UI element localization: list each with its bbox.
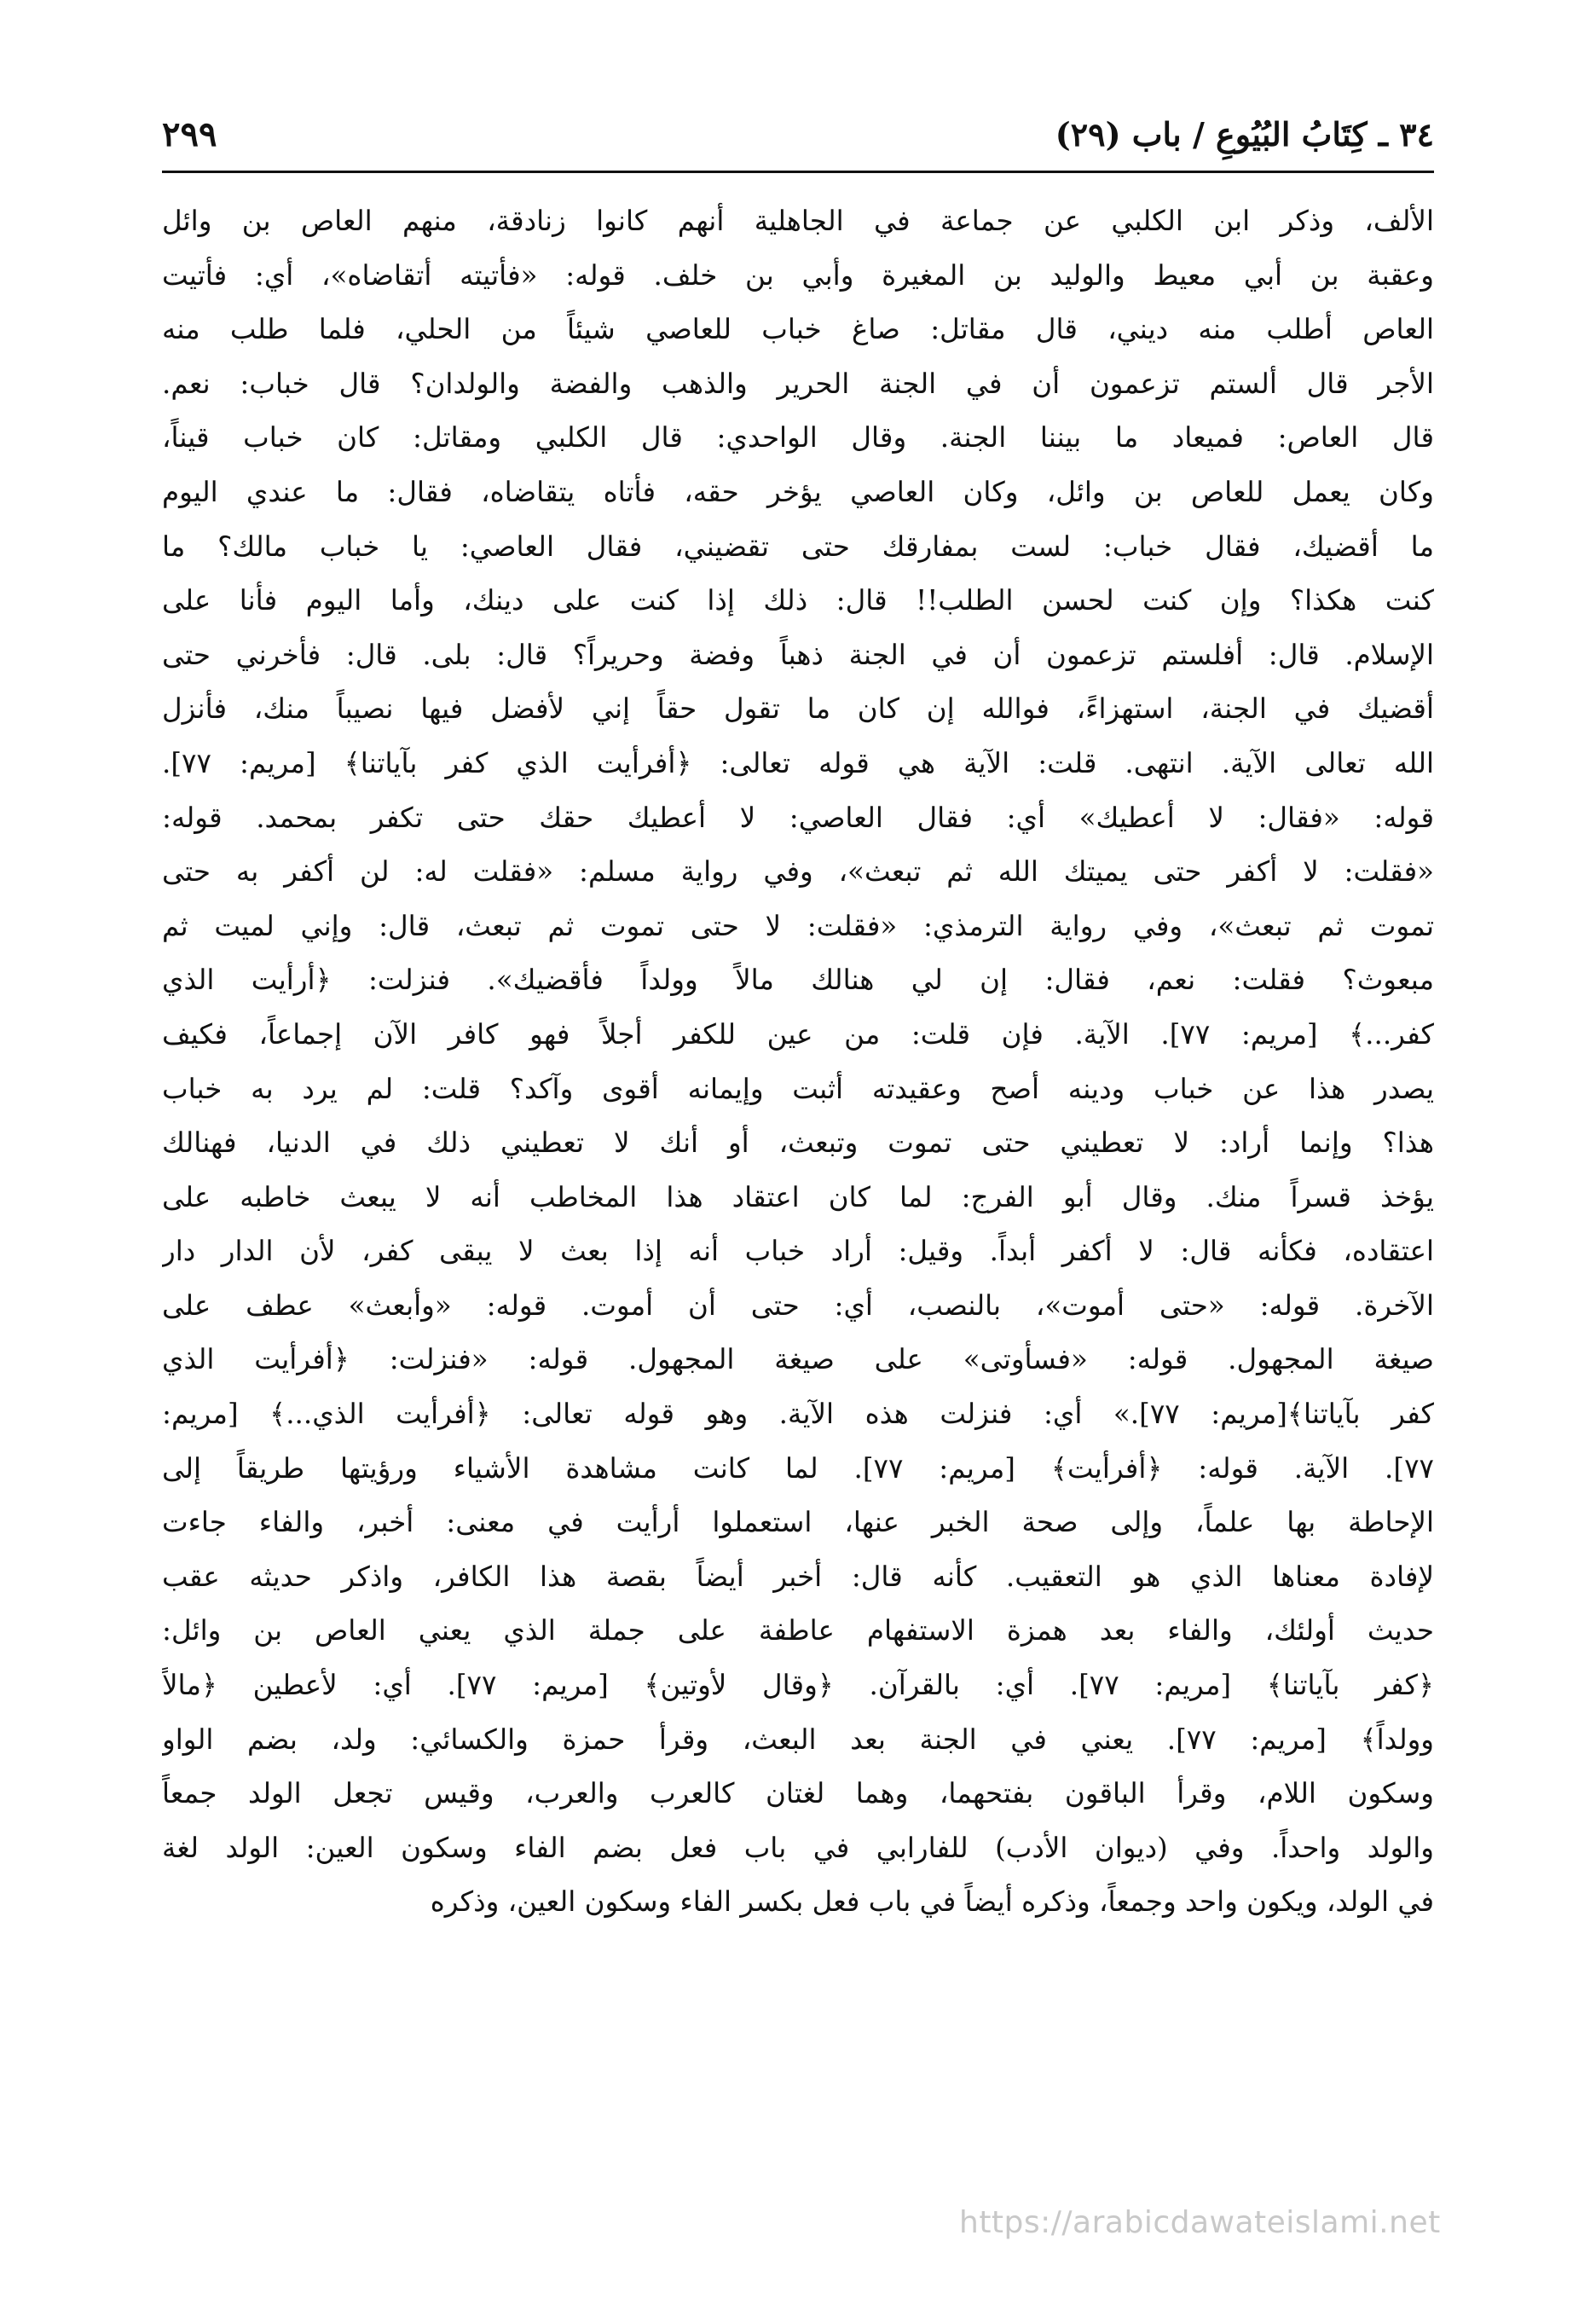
text-line: أقضيك في الجنة، استهزاءً، فوالله إن كان ما تقول حقاً إني لأفضل فيها نصيباً منك، فأنزل — [162, 692, 1434, 726]
text-line: والولد واحداً. وفي (ديوان الأدب) للفارابي في باب فعل بضم الفاء وسكون العين: الولد لغة — [162, 1831, 1434, 1864]
text-line: ما أقضيك، فقال خباب: لست بمفارقك حتى تقضيني، فقال العاصي: يا خباب مالك؟ ما — [162, 530, 1434, 563]
text-line: وكان يعمل للعاص بن وائل، وكان العاصي يؤخر حقه، فأتاه يتقاضاه، فقال: ما عندي اليوم — [162, 475, 1434, 508]
text-line: حديث أولئك، والفاء بعد همزة الاستفهام عاطفة على جملة الذي يعني العاص بن وائل: — [162, 1614, 1434, 1647]
text-line: ٧٧]. الآية. قوله: ﴿أفرأيت﴾ [مريم: ٧٧]. لما كانت مشاهدة الأشياء ورؤيتها طريقاً إلى — [162, 1451, 1434, 1485]
header-rule — [162, 171, 1434, 173]
text-line: تموت ثم تبعث»، وفي رواية الترمذي: «فقلت: لا حتى تموت ثم تبعث، قال: وإني لميت ثم — [162, 909, 1434, 942]
text-line: الآخرة. قوله: «حتى أموت»، بالنصب، أي: حتى أن أموت. قوله: «وأبعث» عطف على — [162, 1288, 1434, 1322]
text-line: يصدر هذا عن خباب ودينه أصح وعقيدته أثبت وإيمانه أقوى وآكد؟ قلت: لم يرد به خباب — [162, 1072, 1434, 1105]
text-line: ﴿كفر بآياتنا﴾ [مريم: ٧٧]. أي: بالقرآن. ﴿وقال لأوتين﴾ [مريم: ٧٧]. أي: لأعطين ﴿مالاً — [162, 1669, 1434, 1702]
text-line: الله تعالى الآية. انتهى. قلت: الآية هي قوله تعالى: ﴿أفرأيت الذي كفر بآياتنا﴾ [مريم: ٧٧]. — [162, 746, 1434, 779]
page-number: ٢٩٩ — [162, 114, 217, 154]
text-line: يؤخذ قسراً منك. وقال أبو الفرج: لما كان اعتقاد هذا المخاطب أنه لا يبعث خاطبه على — [162, 1180, 1434, 1213]
text-line: لإفادة معناها الذي هو التعقيب. كأنه قال: أخبر أيضاً بقصة هذا الكافر، واذكر حديثه عقب — [162, 1560, 1434, 1593]
text-line: الإحاطة بها علماً، وإلى صحة الخبر عنها، استعملوا أرأيت في معنى: أخبر، والفاء جاءت — [162, 1506, 1434, 1539]
running-title: ٣٤ ـ كِتَابُ البُيُوعِ / باب (٢٩) — [1055, 115, 1434, 153]
text-line: كنت هكذا؟ وإن كنت لحسن الطلب!! قال: ذلك إذا كنت على دينك، وأما اليوم فأنا على — [162, 584, 1434, 617]
text-line: هذا؟ وإنما أراد: لا تعطيني حتى تموت وتبعث، أو أنك لا تعطيني ذلك في الدنيا، فهنالك — [162, 1126, 1434, 1160]
text-line: صيغة المجهول. قوله: «فسأوتى» على صيغة المجهول. قوله: «فنزلت: ﴿أفرأيت الذي — [162, 1343, 1434, 1376]
text-line: وولداً﴾ [مريم: ٧٧]. يعني في الجنة بعد البعث، وقرأ حمزة والكسائي: ولد، بضم الواو — [162, 1723, 1434, 1756]
text-line: الإسلام. قال: أفلستم تزعمون أن في الجنة ذهباً وفضة وحريراً؟ قال: بلى. قال: فأخرني حتى — [162, 638, 1434, 671]
text-line: قوله: «فقال: لا أعطيك» أي: فقال العاصي: لا أعطيك حقك حتى تكفر بمحمد. قوله: — [162, 801, 1434, 834]
text-line: وعقبة بن أبي معيط والوليد بن المغيرة وأبي بن خلف. قوله: «فأتيته أتقاضاه»، أي: فأتيت — [162, 258, 1434, 292]
text-line: كفر بآياتنا﴾[مريم: ٧٧].» أي: فنزلت هذه الآية. وهو قوله تعالى: ﴿أفرأيت الذي...﴾ [مريم: — [162, 1398, 1434, 1431]
text-line: في الولد، ويكون واحد وجمعاً، وذكره أيضاً في باب فعل بكسر الفاء وسكون العين، وذكره — [430, 1885, 1434, 1919]
page-header — [162, 109, 1434, 169]
text-line: الأجر قال ألستم تزعمون أن في الجنة الحرير والذهب والفضة والولدان؟ قال خباب: نعم. — [162, 367, 1434, 400]
text-line: كفر...﴾ [مريم: ٧٧]. الآية. فإن قلت: من عين للكفر أجلاً فهو كافر الآن إجماعاً، فكيف — [162, 1017, 1434, 1051]
text-line: الألف، وذكر ابن الكلبي عن جماعة في الجاهلية أنهم كانوا زنادقة، منهم العاص بن وائل — [162, 205, 1434, 237]
text-line: اعتقاده، فكأنه قال: لا أكفر أبداً. وقيل: أراد خباب أنه إذا بعث لا يبقى كفر، لأن الدار دار — [162, 1235, 1434, 1268]
body-text — [162, 194, 1434, 1930]
text-line: العاص أطلب منه ديني، قال مقاتل: صاغ خباب للعاصي شيئاً من الحلي، فلما طلب منه — [162, 313, 1434, 346]
watermark-url: https://arabicdawateislami.net — [959, 2205, 1441, 2240]
text-line: «فقلت: لا أكفر حتى يميتك الله ثم تبعث»، وفي رواية مسلم: «فقلت له: لن أكفر به حتى — [162, 855, 1434, 889]
text-line: مبعوث؟ فقلت: نعم، فقال: إن لي هنالك مالاً وولداً فأقضيك». فنزلت: ﴿أرأيت الذي — [162, 964, 1434, 997]
text-line: قال العاص: فميعاد ما بيننا الجنة. وقال الواحدي: قال الكلبي ومقاتل: كان خباب قيناً، — [162, 421, 1434, 455]
text-line: وسكون اللام، وقرأ الباقون بفتحهما، وهما لغتان كالعرب والعرب، وقيس تجعل الولد جمعاً — [162, 1777, 1434, 1810]
